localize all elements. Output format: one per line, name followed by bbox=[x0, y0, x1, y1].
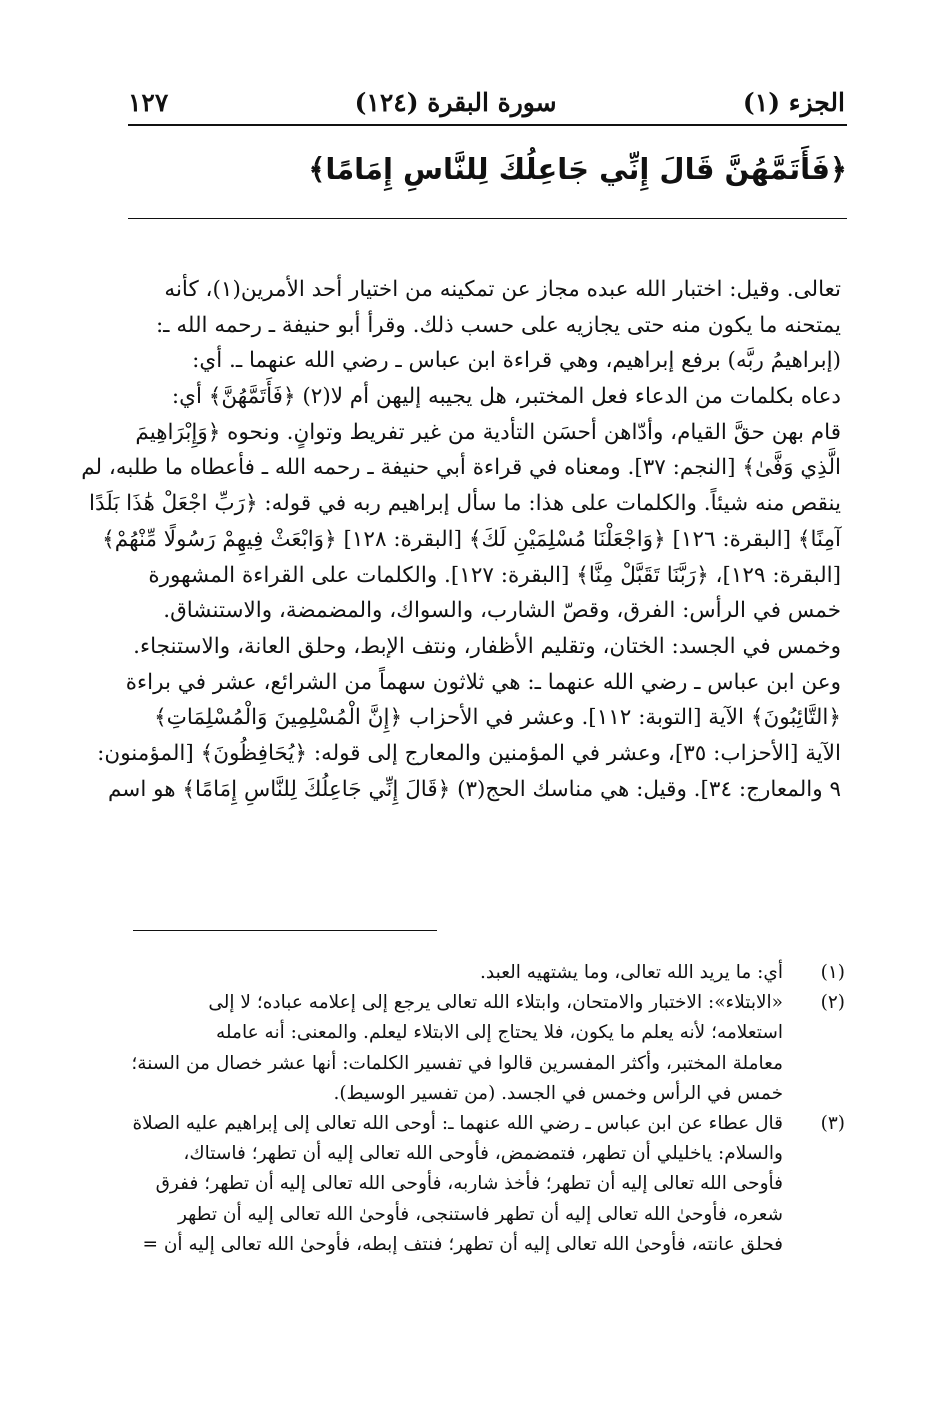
body-line: خمس في الرأس: الفرق، وقصّ الشارب، والسواك، والمضمضة، والاستنشاق. bbox=[163, 598, 841, 624]
footnote-text bbox=[126, 988, 783, 1109]
footnote-3 bbox=[126, 1109, 845, 1260]
footnote-2 bbox=[126, 988, 845, 1109]
footnote-line: معاملة المختبر، وأكثر المفسرين قالوا في تفسير الكلمات: أنها عشر خصال من السنة؛ bbox=[131, 1052, 783, 1074]
body-line: الآية [الأحزاب: ٣٥]، وعشر في المؤمنين والمعارج إلى قوله: ﴿يُحَافِظُونَ﴾ [المؤمنون: bbox=[97, 740, 841, 766]
footnote-line: «الابتلاء»: الاختبار والامتحان، وابتلاء الله تعالى يرجع إلى إعلامه عباده؛ لا إلى bbox=[208, 992, 783, 1014]
footnote-text bbox=[126, 958, 783, 988]
footnote-line: والسلام: ياخليلي أن تطهر، فتمضمض، فأوحى الله تعالى إليه أن تطهر؛ فاستاك، bbox=[183, 1143, 783, 1165]
footnote-line: شعره، فأوحىٰ الله تعالى إليه أن تطهر فاستنجى، فأوحىٰ الله تعالى إليه أن تطهر bbox=[177, 1203, 783, 1225]
footnote-line: قال عطاء عن ابن عباس ـ رضي الله عنهما ـ: أوحى الله تعالى إلى إبراهيم عليه الصلاة bbox=[132, 1112, 783, 1134]
body-line: قام بهن حقَّ القيام، وأدّاهن أحسَن التأدية من غير تفريط وتوانٍ. ونحوه ﴿وَإِبْرَاهِيمَ bbox=[135, 419, 841, 445]
body-line: ينقص منه شيئاً. والكلمات على هذا: ما سأل إبراهيم ربه في قوله: ﴿رَبِّ اجْعَلْ هَٰذَا بَلَدًا bbox=[88, 491, 841, 517]
body-line: تعالى. وقيل: اختبار الله عبده مجاز عن تمكينه من اختيار أحد الأمرين(١)، كأنه bbox=[164, 277, 841, 302]
body-line: آمِنًا﴾ [البقرة: ١٢٦] ﴿وَاجْعَلْنَا مُسْلِمَيْنِ لَكَ﴾ [البقرة: ١٢٨] ﴿وَابْعَثْ فِيهِمْ رَسُولًا مِّنْهُمْ﴾ bbox=[102, 526, 841, 552]
body-line: وخمس في الجسد: الختان، وتقليم الأظفار، ونتف الإبط، وحلق العانة، والاستنجاء. bbox=[133, 633, 841, 659]
header-rule bbox=[128, 124, 847, 126]
page-header bbox=[128, 82, 845, 122]
footnotes bbox=[126, 958, 845, 1260]
body-line: [البقرة: ١٢٩]، ﴿رَبَّنَا تَقَبَّلْ مِنَّا﴾ [البقرة: ١٢٧]. والكلمات على القراءة المشهورة bbox=[148, 562, 841, 588]
body-line: يمتحنه ما يكون منه حتى يجازيه على حسب ذلك. وقرأ أبو حنيفة ـ رحمه الله ـ: bbox=[155, 312, 841, 338]
footnote-line: استعلامه؛ لأنه يعلم ما يكون، فلا يحتاج إلى الابتلاء ليعلم. والمعنى: أنه عامله bbox=[216, 1022, 783, 1044]
footnote-1 bbox=[126, 958, 845, 988]
footnote-text bbox=[126, 1109, 783, 1260]
page-number: ١٢٧ bbox=[128, 87, 169, 117]
body-line: الَّذِي وَفَّىٰ﴾ [النجم: ٣٧]. ومعناه في قراءة أبي حنيفة ـ رحمه الله ـ فأعطاه ما طلبه، لم bbox=[81, 455, 841, 481]
verse-heading: ﴿فَأَتَمَّهُنَّ قَالَ إِنِّي جَاعِلُكَ لِلنَّاسِ إِمَامًا﴾ bbox=[308, 152, 847, 186]
footnote-number: (٣) bbox=[820, 1112, 845, 1134]
footnote-line: فحلق عانته، فأوحىٰ الله تعالى إليه أن تطهر؛ فنتف إبطه، فأوحىٰ الله تعالى إليه أن = bbox=[142, 1233, 783, 1255]
footnote-number: (١) bbox=[820, 962, 845, 983]
verse-rule bbox=[128, 218, 847, 219]
body-line: ٩ والمعارج: ٣٤]. وقيل: هي مناسك الحج(٣) ﴿قَالَ إِنِّي جَاعِلُكَ لِلنَّاسِ إِمَامًا﴾ هو اسم bbox=[108, 776, 841, 802]
commentary-body bbox=[81, 272, 841, 807]
body-line: وعن ابن عباس ـ رضي الله عنهما ـ: هي ثلاثون سهماً من الشرائع، عشر في براءة bbox=[125, 669, 841, 695]
footnote-line: أي: ما يريد الله تعالى، وما يشتهيه العبد. bbox=[480, 962, 783, 983]
footnote-number: (٢) bbox=[820, 992, 845, 1014]
body-line: ﴿التَّائِبُونَ﴾ الآية [التوبة: ١١٢]. وعشر في الأحزاب ﴿إِنَّ الْمُسْلِمِينَ وَالْمُسْلِمَاتِ﴾ bbox=[154, 705, 841, 731]
body-line: (إبراهيمُ ربَّه) برفع إبراهيم، وهي قراءة ابن عباس ـ رضي الله عنهما ـ. أي: bbox=[192, 348, 841, 374]
footnote-line: خمس في الرأس وخمس في الجسد. (من تفسير الوسيط). bbox=[333, 1082, 783, 1104]
surah-title: سورة البقرة (١٢٤) bbox=[354, 87, 557, 117]
body-line: دعاه بكلمات من الدعاء فعل المختبر، هل يجيبه إليهن أم لا(٢) ﴿فَأَتَمَّهُنَّ﴾ أي: bbox=[171, 384, 841, 410]
footnote-separator bbox=[133, 930, 437, 931]
footnote-line: فأوحى الله تعالى إليه أن تطهر؛ فأخذ شاربه، فأوحى الله تعالى إليه أن تطهر؛ ففرق bbox=[155, 1173, 783, 1195]
part-label: الجزء (١) bbox=[742, 87, 845, 117]
